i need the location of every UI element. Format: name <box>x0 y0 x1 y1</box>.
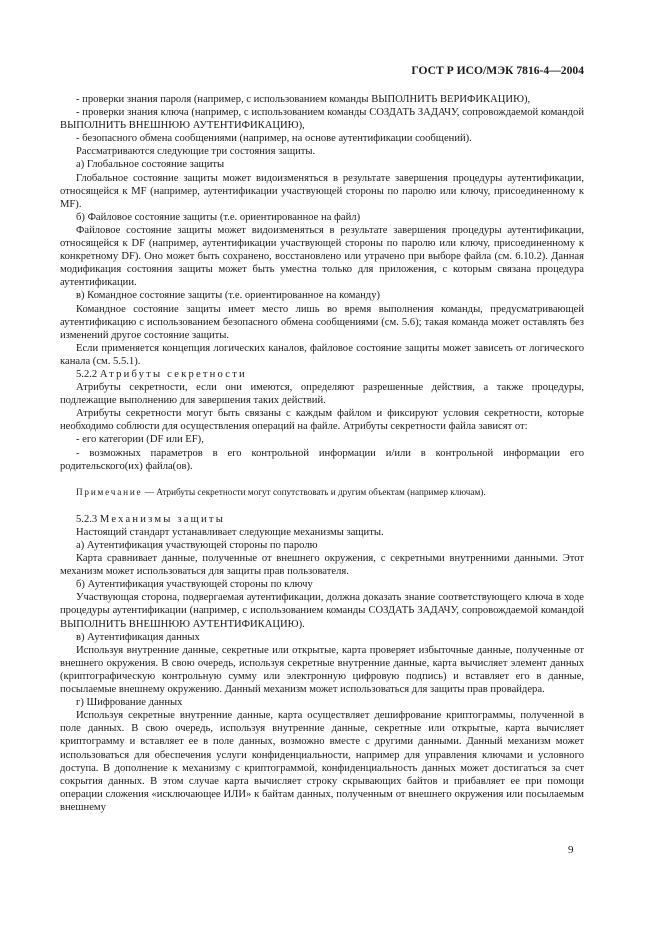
paragraph: а) Глобальное состояние защиты <box>76 159 225 171</box>
paragraph: Используя секретные внутренние данные, карта осуществляет дешифрование криптограммы, полученной в поле данных. В свою очередь, используя внутренние данные, секретные или открытые, карта вычисляет криптограмму и вставляет ее в поле данных, возможно вместе с другими данными. Данный механизм может использоваться для обеспечения услуги конфиденциальности, например для управления ключами и условного доступа. В дополнение к механизму с криптограммой, конфиденциальность данных может достигаться за счет сокрытия данных. В этом случае карта вычисляет строку скрывающих байтов и прибавляет ее при помощи операции сложения «исключающее ИЛИ» к байтам данных, полученным от внешнего окружения или посылаемым внешнему <box>60 710 584 813</box>
section-number: 5.2.3 <box>76 513 98 525</box>
paragraph: б) Файловое состояние защиты (т.е. ориентированное на файл) <box>76 211 361 223</box>
paragraph: Участвующая сторона, подвергаемая аутентификации, должна доказать знание соответствующего ключа в ходе процедуры аутентификации (например, с использованием команды СОЗДАТЬ ЗАДАЧУ, сопровождаемой командой ВЫПОЛНИТЬ ВНЕШНЮЮ АУТЕНТИФИКАЦИЮ). <box>60 592 584 630</box>
note-label: Примечание <box>76 486 143 497</box>
section-heading-5-2-2 <box>60 368 584 381</box>
paragraph: - безопасного обмена сообщениями (например, на основе аутентификации сообщений). <box>76 133 472 145</box>
paragraph: Командное состояние защиты имеет место лишь во время выполнения команды, предусматривающей аутентификацию с использованием безопасного обмена сообщениями (см. 5.6); такая команда может оставлять без изменений другое состояние защиты. <box>60 303 584 341</box>
paragraph: - проверки знания ключа (например, с использованием команды СОЗДАТЬ ЗАДАЧУ, сопровождаемой командой ВЫПОЛНИТЬ ВНЕШНЮЮ АУТЕНТИФИКАЦИЮ), <box>60 107 584 132</box>
section-number: 5.2.2 <box>76 368 98 380</box>
section-title: Механизмы защиты <box>99 513 226 525</box>
paragraph: Используя внутренние данные, секретные или открытые, карта проверяет избыточные данные, полученные от внешнего окружения. В свою очередь, используя секретные внутренние данные, карта вычисляет элемент данных (криптографическую контрольную сумму или электронную цифровую подпись) и вставляет его в данные, посылаемые внешнему окружению. Данный механизм может использоваться для защиты прав провайдера. <box>60 644 584 696</box>
paragraph: а) Аутентификация участвующей стороны по паролю <box>76 540 318 551</box>
paragraph: б) Аутентификация участвующей стороны по ключу <box>76 579 313 591</box>
paragraph: - его категории (DF или EF), <box>76 434 204 446</box>
paragraph: в) Аутентификация данных <box>76 631 200 643</box>
section-title: Атрибуты секретности <box>99 368 247 380</box>
paragraph: - проверки знания пароля (например, с использованием команды ВЫПОЛНИТЬ ВЕРИФИКАЦИЮ), <box>76 94 531 105</box>
paragraph: г) Шифрование данных <box>76 697 183 709</box>
paragraph: Настоящий стандарт устанавливает следующие механизмы защиты. <box>76 526 384 538</box>
paragraph: Глобальное состояние защиты может видоизменяться в результате завершения процедуры аутентификации, относящейся к MF (например, аутентификации участвующей стороны по паролю или ключу, присоединенному к MF). <box>60 172 584 210</box>
paragraph: Рассматриваются следующие три состояния защиты. <box>76 146 316 158</box>
paragraph: Файловое состояние защиты может видоизменяться в результате завершения процедуры аутентификации, относящейся к DF (например, аутентификации участвующей стороны по паролю или ключу, присоединенному к конкретному DF). Оно может быть сохранено, восстановлено или утрачено при выборе файла (см. 6.10.2). Данная модификация состояния защиты может быть уместна только для приложения, с которым связана процедура аутентификации. <box>60 224 584 289</box>
paragraph: Атрибуты секретности могут быть связаны с каждым файлом и фиксируют условия секретности, которые необходимо соблюсти для осуществления операций на файле. Атрибуты секретности файла зависят от: <box>60 408 584 433</box>
paragraph: Карта сравнивает данные, полученные от внешнего окружения, с секретными внутренними данными. Этот механизм может использоваться для защиты прав пользователя. <box>60 553 584 578</box>
page-number: 9 <box>568 844 574 856</box>
paragraph: Атрибуты секретности, если они имеются, определяют разрешенные действия, а также процедуры, подлежащие выполнению для завершения таких действий. <box>60 382 584 407</box>
section-heading-5-2-3 <box>60 513 584 526</box>
document-body <box>60 93 584 814</box>
paragraph: - возможных параметров в его контрольной информации и/или в контрольной информации его родительского(их) файла(ов). <box>60 447 584 472</box>
document-header: ГОСТ Р ИСО/МЭК 7816-4—2004 <box>411 64 584 77</box>
note <box>60 486 584 499</box>
note-text: — Атрибуты секретности могут сопутствовать и другим объектам (например ключам). <box>142 486 486 497</box>
paragraph: Если применяется концепция логических каналов, файловое состояние защиты может зависеть от логического канала (см. 5.5.1). <box>60 342 584 367</box>
paragraph: в) Командное состояние защиты (т.е. ориентированное на команду) <box>76 290 381 302</box>
